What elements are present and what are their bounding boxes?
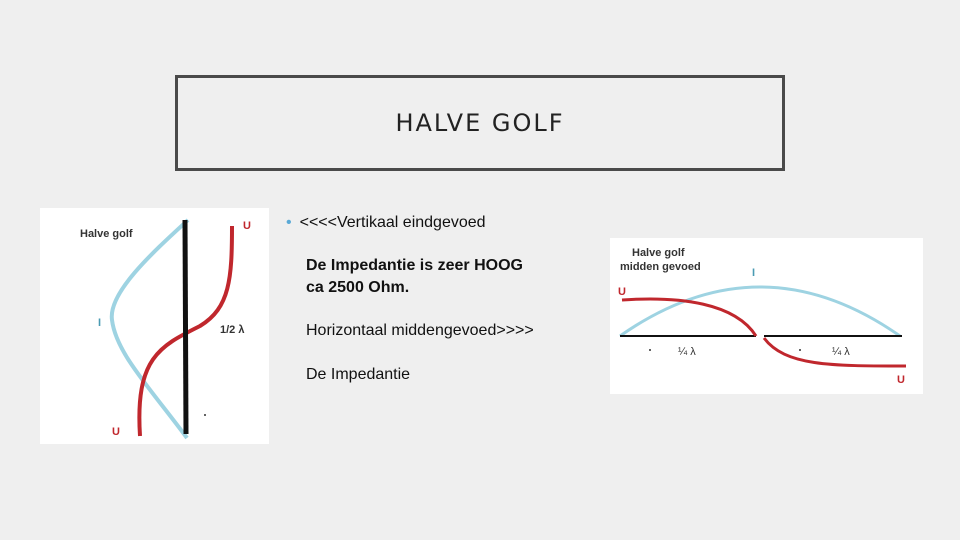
right-label-u-left: U xyxy=(618,286,626,298)
left-label-u-top: U xyxy=(243,220,251,232)
left-figure-svg xyxy=(40,208,269,444)
right-label-quarter-right: ¼ λ xyxy=(832,346,850,358)
left-label-u-bottom: U xyxy=(112,426,120,438)
right-label-u-right: U xyxy=(897,374,905,386)
left-dot xyxy=(204,414,206,416)
right-figure-title-1: Halve golf xyxy=(632,247,685,259)
bullet-line-1 xyxy=(286,214,486,232)
slide-title: HALVE GOLF xyxy=(395,109,565,137)
right-figure-svg xyxy=(610,238,923,394)
right-figure-half-wave-center-fed xyxy=(610,238,923,394)
right-current-curve xyxy=(620,287,900,336)
bullet-line-2: De Impedantie is zeer HOOG xyxy=(306,257,523,274)
bullet-dot: • xyxy=(286,214,292,231)
right-label-i: I xyxy=(752,267,756,279)
bullet-line-4: Horizontaal middengevoed>>>> xyxy=(306,322,534,339)
left-label-half-lambda: 1/2 λ xyxy=(220,324,245,336)
right-dot-2 xyxy=(799,349,801,351)
right-label-quarter-left: ¼ λ xyxy=(678,346,696,358)
left-figure-half-wave-end-fed xyxy=(40,208,269,444)
bullet-line-3: ca 2500 Ohm. xyxy=(306,279,410,296)
right-dot-1 xyxy=(649,349,651,351)
left-label-i: I xyxy=(98,317,102,329)
right-figure-title-2: midden gevoed xyxy=(620,261,701,273)
title-box xyxy=(175,75,785,171)
bullet-line-1-text: <<<<Vertikaal eindgevoed xyxy=(299,214,486,231)
left-antenna-line xyxy=(185,220,186,434)
left-figure-title: Halve golf xyxy=(80,228,133,240)
left-current-curve xyxy=(112,220,188,438)
bullet-line-5: De Impedantie xyxy=(306,366,411,383)
right-voltage-left xyxy=(622,299,756,336)
